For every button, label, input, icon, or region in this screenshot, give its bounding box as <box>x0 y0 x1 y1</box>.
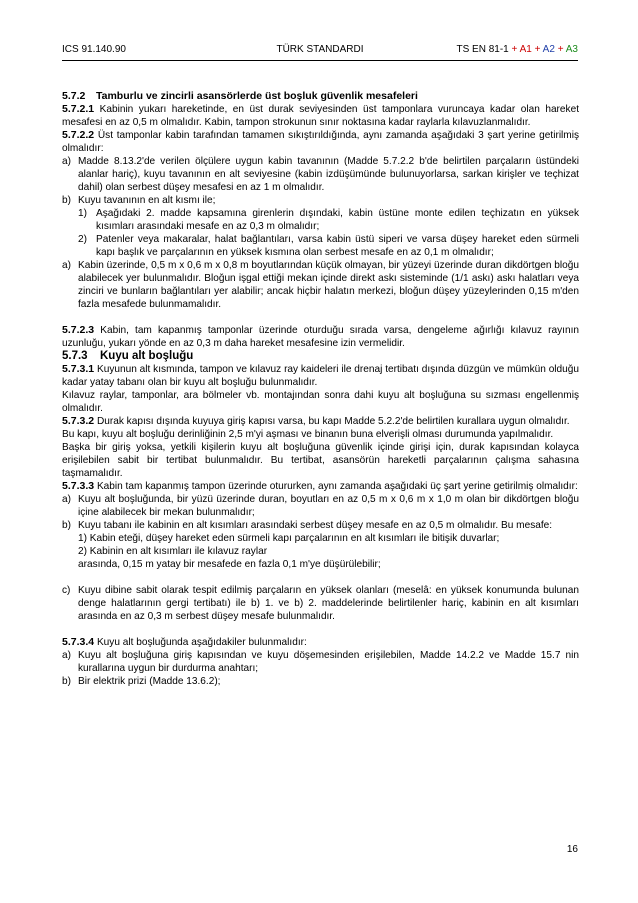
clause-number: 5.7.2.1 <box>62 103 95 115</box>
standard-code-base: TS EN 81-1 <box>456 44 509 55</box>
list-text: Kuyu alt boşluğunda, bir yüzü üzerinde duran, boyutları en az 0,5 m x 0,6 m x 1,0 m olan bir dikdörtgen bloğu içine alabilecek bir mekan bulunmalıdır; <box>78 494 579 518</box>
clause-text: Kuyu alt boşluğunda aşağıdakiler bulunmalıdır: <box>96 637 307 648</box>
clause-5-7-3-1 <box>62 363 579 389</box>
clause-5-7-2-2 <box>62 129 579 311</box>
list-label: a) <box>62 260 71 271</box>
clause-number: 5.7.3.3 <box>62 480 95 492</box>
sub-list-item: 2) Kabinin en alt kısımları ile kılavuz raylar <box>78 546 268 557</box>
list-item <box>62 493 579 519</box>
clause-text: Üst tamponlar kabin tarafından tamamen sıkıştırıldığında, aynı zamanda aşağıdaki 3 şart yerine getirilmiş olmalıdır: <box>62 130 579 154</box>
list-label: b) <box>62 195 71 206</box>
page-header <box>62 43 578 57</box>
clause-number: 5.7.3.1 <box>62 363 95 375</box>
list-label: b) <box>62 520 71 531</box>
section-number: 5.7.3 <box>62 350 88 362</box>
clause-number: 5.7.2.2 <box>62 129 95 141</box>
list-label: 1) <box>78 208 87 219</box>
list-label: 2) <box>78 234 87 245</box>
clause-number: 5.7.3.4 <box>62 636 95 648</box>
list-item <box>62 675 579 688</box>
paragraph: Bu kapı, kuyu alt boşluğu derinliğinin 2,5 m'yi aşması ve binanın buna elverişli olması durumunda yapılmalıdır. <box>62 429 554 440</box>
sub-list-item <box>62 207 579 233</box>
plus-sign: + <box>511 44 518 55</box>
clause-text: Durak kapısı dışında kuyuya giriş kapısı varsa, bu kapı Madde 5.2.2'de belirtilen kurallara uygun olmalıdır. <box>96 416 570 427</box>
clause-number: 5.7.2.3 <box>62 324 95 336</box>
list-text: Kuyu dibine sabit olarak tespit edilmiş parçaların en yüksek olanları (meselâ: en yüksek konumunda bulunan denge halatlarının gergi tertibatı) ile b) 1. ve b) 2. maddelerinde belirtilenler hariç, kabinin en alt kısımları arasında en az 0,3 m serbest düşey mesafe bulunmalıdır. <box>78 585 579 622</box>
list-item <box>62 649 579 675</box>
clause-5-7-3-3 <box>62 480 579 623</box>
section-number: 5.7.2 <box>62 90 86 102</box>
clause-5-7-3-2 <box>62 415 579 428</box>
paragraph: Kılavuz raylar, tamponlar, ara bölmeler vb. montajından sonra dahi kuyu alt boşluğuna su sızması engellenmiş olmalıdır. <box>62 390 579 414</box>
list-item <box>62 259 579 311</box>
main-content <box>62 90 579 688</box>
amendment-a2: A2 <box>542 44 555 55</box>
list-text: Kabin üzerinde, 0,5 m x 0,6 m x 0,8 m boyutlarından küçük olmayan, bir yüzeyi üzerinde duran dikdörtgen bloğu alabilecek yer bulunmalıdır. Bloğun işgal ettiği mekan içinde direkt askı sisteminde (1/1 askı) askı halatları veya zinciri ve bunların bağlantıları yer alabilir; ancak hiçbir halatın merkezi, bloğun düşey yüzeylerinden 0,15 m'den fazla mesafede bulunmamalıdır. <box>78 260 579 310</box>
list-label: b) <box>62 676 71 687</box>
clause-text: Kabinin yukarı hareketinde, en üst durak seviyesinden üst tamponlara vuruncaya kadar olan hareket mesafesi en az 0,5 m olmalıdır. Kabin, tampon strokunun sınır noktasına kadar raylarla kılavuzlanmalıdır. <box>62 104 579 128</box>
clause-text: Kabin, tam kapanmış tamponlar üzerinde oturduğu sırada varsa, dengeleme ağırlığı kılavuz rayının uzunluğu, yukarı yönde en az 0,3 m daha hareket mesafesine izin vermelidir. <box>62 325 579 349</box>
plus-sign: + <box>557 44 564 55</box>
plus-sign: + <box>534 44 541 55</box>
list-text: Patenler veya makaralar, halat bağlantıları, varsa kabin üstü siperi ve varsa düşey hareket eden sürmeli kapı başlık ve parçalarının en yüksek kısmına olan serbest mesafe en az 0,1 m olmalıdır; <box>96 234 579 258</box>
sub-list-item <box>62 233 579 259</box>
clause-5-7-2-1 <box>62 103 579 129</box>
paragraph: Başka bir giriş yoksa, yetkili kişilerin kuyu alt boşluğuna güvenlik içinde girişi için, durak kapısından kolayca erişilebilen sabit bir tertibat bulunmalıdır. Bu tertibat, asansörün hareketli parçalarının çalışma sahasına taşmamalıdır. <box>62 442 579 479</box>
list-text: Kuyu alt boşluğuna giriş kapısından ve kuyu döşemesinden erişilebilen, Madde 14.2.2 ve Madde 15.7 nin kurallarına uygun bir durdurma anahtarı; <box>78 650 579 674</box>
page-number: 16 <box>566 844 578 855</box>
sub-list-item: 1) Kabin eteği, düşey hareket eden sürmeli kapı parçalarının en alt kısımları ile bitişik duvarlar; <box>78 533 500 544</box>
header-rule <box>62 60 578 61</box>
clause-5-7-3-4 <box>62 636 579 688</box>
list-item <box>62 519 579 532</box>
ics-code: ICS 91.140.90 <box>62 44 126 55</box>
section-heading-5-7-3 <box>62 350 579 363</box>
clause-number: 5.7.3.2 <box>62 415 95 427</box>
list-text: Bir elektrik prizi (Madde 13.6.2); <box>78 676 221 687</box>
list-item <box>62 194 579 207</box>
standard-code <box>456 43 578 57</box>
section-title: Kuyu alt boşluğu <box>100 350 194 362</box>
amendment-a1: A1 <box>519 44 532 55</box>
list-label: a) <box>62 156 71 167</box>
list-text: Kuyu tabanı ile kabinin en alt kısımları arasındaki serbest düşey mesafe en az 0,5 m olmalıdır. Bu mesafe: <box>78 520 553 531</box>
section-heading-5-7-2 <box>62 90 579 103</box>
clause-5-7-2-3 <box>62 324 579 350</box>
list-label: c) <box>62 585 71 596</box>
list-item <box>62 155 579 194</box>
clause-text: Kuyunun alt kısmında, tampon ve kılavuz ray kaideleri ile drenaj tertibatı dışında düzgün ve mümkün olduğu kadar yatay tabanı olan bir kuyu alt boşluğu bulunmalıdır. <box>62 364 580 388</box>
list-item <box>62 584 579 623</box>
clause-text: Kabin tam kapanmış tampon üzerinde otururken, aynı zamanda aşağıdaki üç şart yerine getirilmiş olmalıdır: <box>96 481 578 492</box>
section-title: Tamburlu ve zincirli asansörlerde üst boşluk güvenlik mesafeleri <box>96 90 418 102</box>
list-text: Madde 8.13.2'de verilen ölçülere uygun kabin tavanının (Madde 5.7.2.2 b'de belirtilen parçaların üstündeki alanlar hariç), kuyu tavanının en alt seviyesine (kabin izdüşümünde bulunuyorlarsa, sarkan kirişler ve teçhizat dahil) olan serbest düşey mesafesi en az 1 m olmalıdır. <box>78 156 579 193</box>
list-continuation: arasında, 0,15 m yatay bir mesafede en fazla 0,1 m'ye düşürülebilir; <box>78 559 381 570</box>
list-label: a) <box>62 650 71 661</box>
amendment-a3: A3 <box>565 44 578 55</box>
list-text: Kuyu tavanının en alt kısmı ile; <box>78 195 216 206</box>
list-text: Aşağıdaki 2. madde kapsamına girenlerin dışındaki, kabin üstüne monte edilen teçhizatın en yüksek kısımları arasındaki mesafe en az 0,3 m olmalıdır; <box>96 208 579 232</box>
list-label: a) <box>62 494 71 505</box>
standard-type: TÜRK STANDARDI <box>276 44 364 55</box>
